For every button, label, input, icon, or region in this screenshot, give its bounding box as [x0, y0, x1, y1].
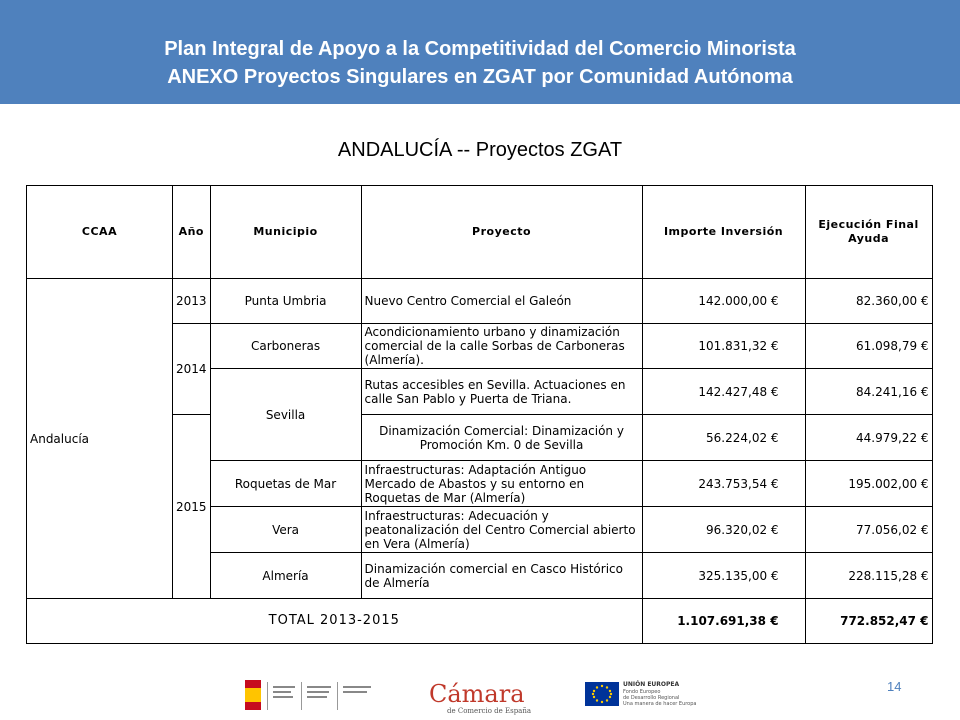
camara-logo-text: Cámara: [429, 680, 525, 708]
municipio-cell: Vera: [210, 507, 361, 553]
title-banner: [0, 0, 960, 104]
header-ccaa: CCAA: [27, 186, 173, 279]
camara-logo: [427, 676, 537, 716]
table-header-row: [27, 186, 933, 279]
total-importe: 1.107.691,38 €: [642, 599, 805, 644]
importe-cell: 142.000,00 €: [642, 279, 805, 324]
section-subtitle: ANDALUCÍA -- Proyectos ZGAT: [337, 139, 623, 161]
total-row: [27, 599, 933, 644]
proyecto-cell: Infraestructuras: Adecuación y peatonalización del Centro Comercial abierto en Vera (Almería): [361, 507, 642, 553]
table-row: [27, 279, 933, 324]
page-number: 14: [887, 679, 902, 694]
importe-cell: 243.753,54 €: [642, 461, 805, 507]
importe-cell: 101.831,32 €: [642, 324, 805, 369]
year-cell: 2014: [173, 324, 211, 415]
eu-logo-line2: de Desarrollo Regional: [623, 695, 680, 701]
proyecto-cell: Nuevo Centro Comercial el Galeón: [361, 279, 642, 324]
ejecucion-cell: 77.056,02 €: [805, 507, 932, 553]
ejecucion-cell: 44.979,22 €: [805, 415, 932, 461]
title-line-1: Plan Integral de Apoyo a la Competitividad del Comercio Minorista: [164, 38, 796, 60]
eu-logo-line1: Fondo Europeo: [623, 689, 661, 695]
proyecto-cell: Acondicionamiento urbano y dinamización comercial de la calle Sorbas de Carboneras (Almería).: [361, 324, 642, 369]
proyecto-cell: Rutas accesibles en Sevilla. Actuaciones en calle San Pablo y Puerta de Triana.: [361, 369, 642, 415]
title-line-2: ANEXO Proyectos Singulares en ZGAT por Comunidad Autónoma: [167, 66, 793, 88]
ejecucion-cell: 228.115,28 €: [805, 553, 932, 599]
header-proyecto: Proyecto: [361, 186, 642, 279]
proyecto-cell: Dinamización Comercial: Dinamización y Promoción Km. 0 de Sevilla: [361, 415, 642, 461]
header-municipio: Municipio: [210, 186, 361, 279]
importe-cell: 325.135,00 €: [642, 553, 805, 599]
total-ejecucion: 772.852,47 €: [805, 599, 932, 644]
municipio-cell: Punta Umbria: [210, 279, 361, 324]
projects-table: [26, 185, 933, 644]
total-label: TOTAL 2013-2015: [27, 599, 643, 644]
eu-feder-logo: [583, 676, 697, 716]
camara-logo-subtext: de Comercio de España: [447, 707, 532, 715]
ejecucion-cell: 195.002,00 €: [805, 461, 932, 507]
importe-cell: 56.224,02 €: [642, 415, 805, 461]
header-importe: Importe Inversión: [642, 186, 805, 279]
proyecto-cell: Infraestructuras: Adaptación Antiguo Mercado de Abastos y su entorno en Roquetas de Mar (Almería): [361, 461, 642, 507]
proyecto-cell: Dinamización comercial en Casco Histórico de Almería: [361, 553, 642, 599]
importe-cell: 142.427,48 €: [642, 369, 805, 415]
eu-logo-title: UNIÓN EUROPEA: [623, 681, 680, 688]
ejecucion-cell: 82.360,00 €: [805, 279, 932, 324]
ccaa-cell: Andalucía: [27, 279, 173, 599]
municipio-cell: Sevilla: [210, 369, 361, 461]
municipio-cell: Almería: [210, 553, 361, 599]
year-cell: 2013: [173, 279, 211, 324]
ejecucion-cell: 61.098,79 €: [805, 324, 932, 369]
year-cell: 2015: [173, 415, 211, 599]
importe-cell: 96.320,02 €: [642, 507, 805, 553]
eu-logo-line3: Una manera de hacer Europa: [623, 701, 697, 707]
header-ejecucion: Ejecución Final Ayuda: [805, 186, 932, 279]
municipio-cell: Roquetas de Mar: [210, 461, 361, 507]
municipio-cell: Carboneras: [210, 324, 361, 369]
ejecucion-cell: 84.241,16 €: [805, 369, 932, 415]
government-logo: [243, 676, 375, 716]
header-anio: Año: [173, 186, 211, 279]
